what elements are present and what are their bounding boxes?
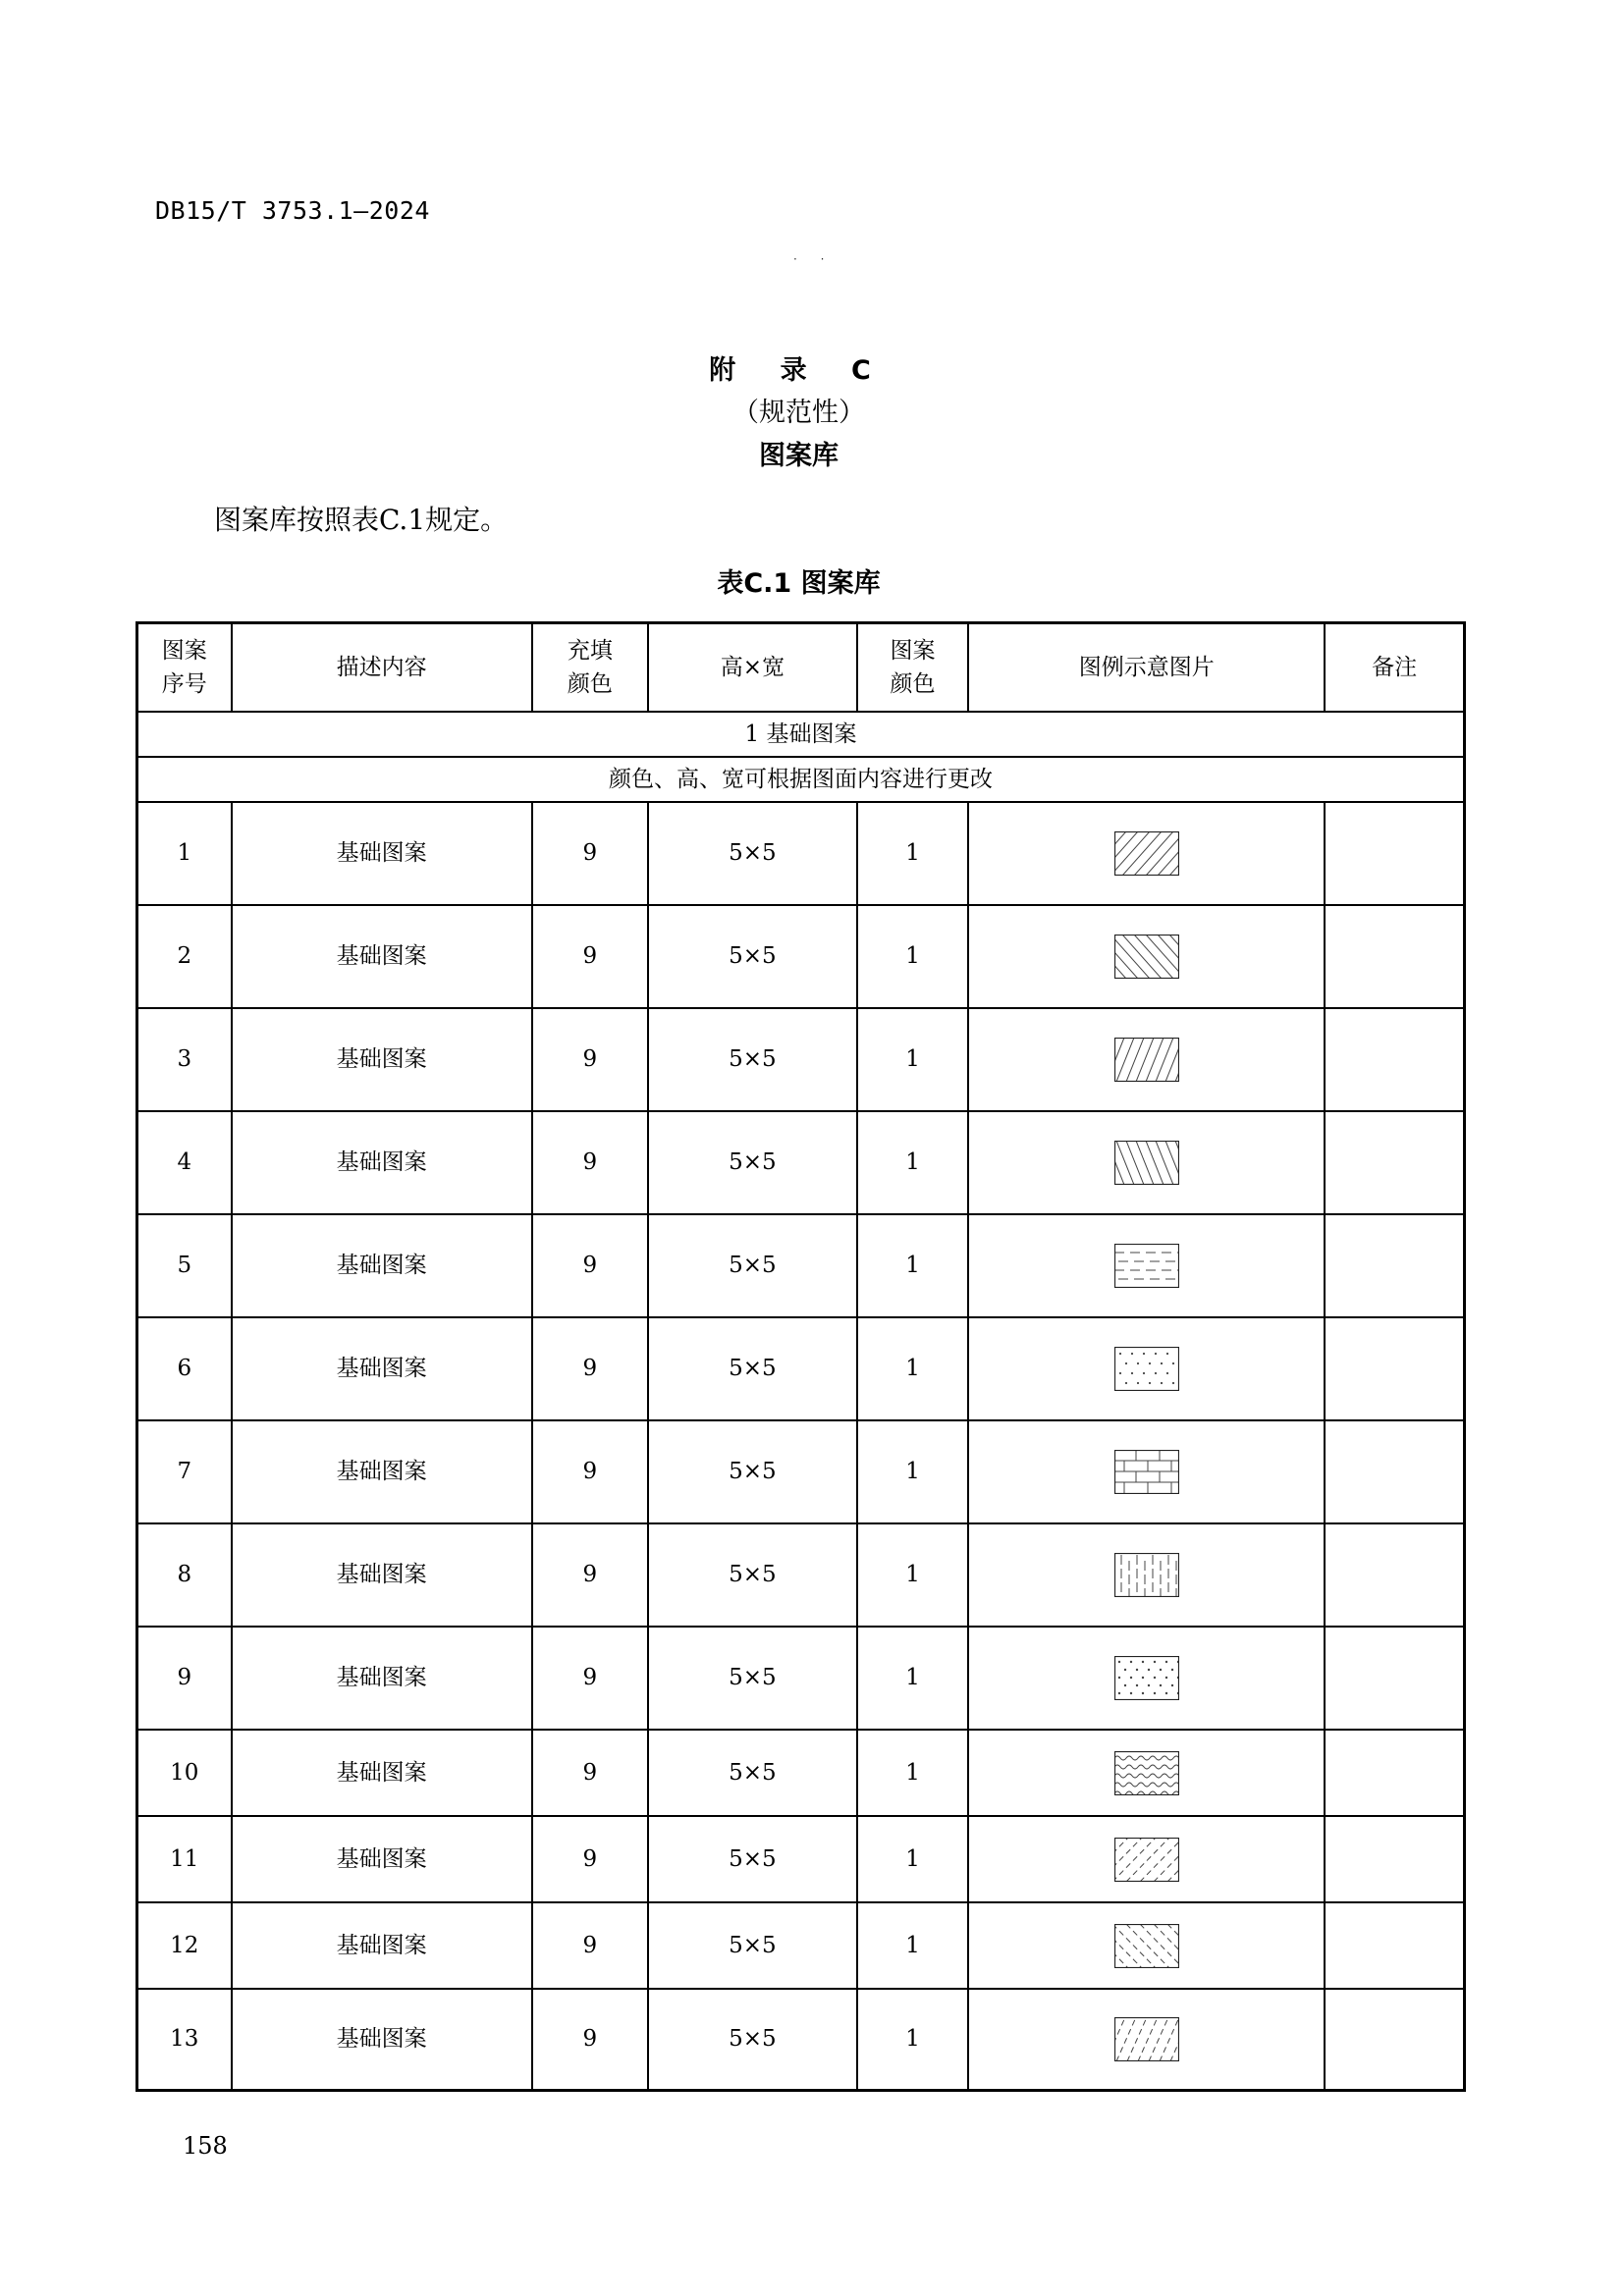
cell-size: 5×5 — [648, 1816, 857, 1902]
section-note-row — [137, 757, 1465, 802]
cell-remarks — [1325, 1816, 1464, 1902]
cell-fill-color: 9 — [532, 802, 648, 905]
cell-legend-image — [968, 802, 1325, 905]
cell-size: 5×5 — [648, 1523, 857, 1627]
cell-fill-color: 9 — [532, 1627, 648, 1730]
cell-pattern-color: 1 — [857, 905, 968, 1008]
section-title-row — [137, 712, 1465, 757]
cell-legend-image — [968, 1214, 1325, 1317]
cell-legend-image — [968, 1627, 1325, 1730]
cell-size: 5×5 — [648, 1420, 857, 1523]
cell-pattern-color: 1 — [857, 1730, 968, 1816]
cell-fill-color: 9 — [532, 1420, 648, 1523]
cell-description: 基础图案 — [232, 1523, 532, 1627]
table-row — [137, 905, 1465, 1008]
cell-pattern-color: 1 — [857, 1214, 968, 1317]
cell-fill-color: 9 — [532, 1214, 648, 1317]
cell-fill-color: 9 — [532, 1317, 648, 1420]
table-row — [137, 1214, 1465, 1317]
cell-size: 5×5 — [648, 1317, 857, 1420]
page-number: 158 — [183, 2132, 228, 2160]
cell-description: 基础图案 — [232, 1420, 532, 1523]
pattern-swatch-icon — [1114, 934, 1179, 979]
cell-legend-image — [968, 1317, 1325, 1420]
cell-size: 5×5 — [648, 802, 857, 905]
cell-pattern-no: 9 — [137, 1627, 232, 1730]
cell-fill-color: 9 — [532, 1523, 648, 1627]
pattern-swatch-icon — [1114, 1038, 1179, 1082]
cell-description: 基础图案 — [232, 1627, 532, 1730]
cell-remarks — [1325, 1111, 1464, 1214]
pattern-swatch-icon — [1114, 1838, 1179, 1882]
cell-size: 5×5 — [648, 1008, 857, 1111]
intro-paragraph: 图案库按照表C.1规定。 — [214, 504, 509, 536]
cell-fill-color: 9 — [532, 1816, 648, 1902]
cell-pattern-no: 3 — [137, 1008, 232, 1111]
table-row — [137, 1902, 1465, 1989]
table-caption: 表C.1 图案库 — [717, 568, 881, 599]
cell-pattern-color: 1 — [857, 802, 968, 905]
cell-pattern-color: 1 — [857, 1627, 968, 1730]
cell-remarks — [1325, 1627, 1464, 1730]
cell-pattern-color: 1 — [857, 1317, 968, 1420]
pattern-swatch-icon — [1114, 1347, 1179, 1391]
cell-legend-image — [968, 1008, 1325, 1111]
cell-description: 基础图案 — [232, 1214, 532, 1317]
cell-description: 基础图案 — [232, 1816, 532, 1902]
cell-size: 5×5 — [648, 1627, 857, 1730]
cell-legend-image — [968, 1730, 1325, 1816]
cell-legend-image — [968, 1902, 1325, 1989]
cell-pattern-color: 1 — [857, 1523, 968, 1627]
cell-pattern-color: 1 — [857, 1989, 968, 2091]
cell-pattern-no: 1 — [137, 802, 232, 905]
pattern-table — [135, 621, 1466, 2092]
cell-legend-image — [968, 1420, 1325, 1523]
cell-fill-color: 9 — [532, 1902, 648, 1989]
table-row — [137, 1111, 1465, 1214]
appendix-name: 图案库 — [759, 441, 839, 471]
cell-pattern-no: 11 — [137, 1816, 232, 1902]
header-pattern-color: 图案 颜色 — [857, 623, 968, 713]
cell-remarks — [1325, 1523, 1464, 1627]
header-dots: · · — [793, 252, 835, 266]
cell-fill-color: 9 — [532, 1008, 648, 1111]
cell-pattern-color: 1 — [857, 1111, 968, 1214]
cell-remarks — [1325, 1317, 1464, 1420]
cell-pattern-color: 1 — [857, 1902, 968, 1989]
header-fill-color: 充填 颜色 — [532, 623, 648, 713]
cell-size: 5×5 — [648, 905, 857, 1008]
header-remarks: 备注 — [1325, 623, 1464, 713]
cell-fill-color: 9 — [532, 1730, 648, 1816]
cell-fill-color: 9 — [532, 1111, 648, 1214]
cell-fill-color: 9 — [532, 905, 648, 1008]
appendix-title: 附 录 C — [709, 355, 889, 386]
cell-legend-image — [968, 1816, 1325, 1902]
cell-size: 5×5 — [648, 1111, 857, 1214]
cell-pattern-color: 1 — [857, 1008, 968, 1111]
cell-pattern-no: 12 — [137, 1902, 232, 1989]
pattern-swatch-icon — [1114, 1751, 1179, 1795]
cell-pattern-no: 10 — [137, 1730, 232, 1816]
table-row — [137, 1317, 1465, 1420]
section-note: 颜色、高、宽可根据图面内容进行更改 — [137, 757, 1465, 802]
header-size: 高×宽 — [648, 623, 857, 713]
cell-description: 基础图案 — [232, 1317, 532, 1420]
table-row — [137, 1523, 1465, 1627]
cell-pattern-no: 2 — [137, 905, 232, 1008]
table-header-row — [137, 623, 1465, 713]
table-row — [137, 1008, 1465, 1111]
pattern-swatch-icon — [1114, 1656, 1179, 1700]
cell-remarks — [1325, 905, 1464, 1008]
appendix-subtitle: （规范性） — [732, 398, 865, 428]
cell-pattern-no: 5 — [137, 1214, 232, 1317]
cell-legend-image — [968, 1989, 1325, 2091]
table-row — [137, 1627, 1465, 1730]
cell-pattern-no: 7 — [137, 1420, 232, 1523]
cell-description: 基础图案 — [232, 1902, 532, 1989]
cell-remarks — [1325, 1420, 1464, 1523]
cell-remarks — [1325, 1902, 1464, 1989]
cell-pattern-no: 4 — [137, 1111, 232, 1214]
cell-pattern-no: 13 — [137, 1989, 232, 2091]
pattern-swatch-icon — [1114, 1924, 1179, 1968]
table-row — [137, 802, 1465, 905]
header-legend-image: 图例示意图片 — [968, 623, 1325, 713]
cell-description: 基础图案 — [232, 1989, 532, 2091]
cell-pattern-color: 1 — [857, 1816, 968, 1902]
pattern-swatch-icon — [1114, 1244, 1179, 1288]
table-row — [137, 1420, 1465, 1523]
cell-size: 5×5 — [648, 1989, 857, 2091]
cell-pattern-no: 8 — [137, 1523, 232, 1627]
cell-description: 基础图案 — [232, 802, 532, 905]
cell-remarks — [1325, 1008, 1464, 1111]
header-pattern-no: 图案 序号 — [137, 623, 232, 713]
cell-description: 基础图案 — [232, 905, 532, 1008]
pattern-swatch-icon — [1114, 1450, 1179, 1494]
table-row — [137, 1730, 1465, 1816]
header-description: 描述内容 — [232, 623, 532, 713]
cell-size: 5×5 — [648, 1730, 857, 1816]
cell-description: 基础图案 — [232, 1008, 532, 1111]
pattern-swatch-icon — [1114, 1141, 1179, 1185]
cell-legend-image — [968, 1523, 1325, 1627]
cell-remarks — [1325, 802, 1464, 905]
cell-remarks — [1325, 1730, 1464, 1816]
document-code: DB15/T 3753.1—2024 — [155, 196, 430, 225]
table-row — [137, 1816, 1465, 1902]
cell-description: 基础图案 — [232, 1111, 532, 1214]
pattern-swatch-icon — [1114, 831, 1179, 876]
table-row — [137, 1989, 1465, 2091]
cell-pattern-no: 6 — [137, 1317, 232, 1420]
cell-legend-image — [968, 1111, 1325, 1214]
pattern-swatch-icon — [1114, 2017, 1179, 2061]
cell-fill-color: 9 — [532, 1989, 648, 2091]
cell-size: 5×5 — [648, 1902, 857, 1989]
cell-remarks — [1325, 1989, 1464, 2091]
cell-description: 基础图案 — [232, 1730, 532, 1816]
section-title: 1 基础图案 — [137, 712, 1465, 757]
pattern-swatch-icon — [1114, 1553, 1179, 1597]
cell-legend-image — [968, 905, 1325, 1008]
cell-remarks — [1325, 1214, 1464, 1317]
cell-pattern-color: 1 — [857, 1420, 968, 1523]
cell-size: 5×5 — [648, 1214, 857, 1317]
